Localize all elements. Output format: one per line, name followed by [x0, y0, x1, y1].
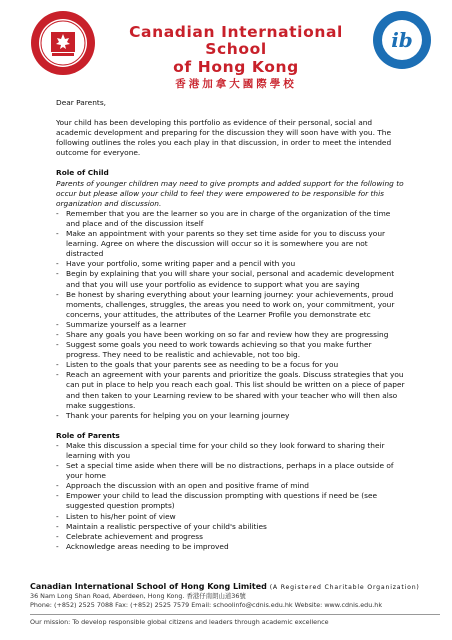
- list-item: - Listen to the goals that your parents see as needing to be a focus for you: [56, 360, 406, 370]
- school-crest-icon: [30, 10, 96, 76]
- list-item: - Suggest some goals you need to work towards achieving so that you make further progress. They need to be realistic and achievable, not too big.: [56, 340, 406, 360]
- school-name-line2: of Hong Kong: [173, 58, 299, 76]
- school-name-line1: Canadian International School: [129, 23, 343, 58]
- role-of-child-note: Parents of younger children may need to give prompts and added support for the following to occur but please allow your child to feel they were empowered to be responsible for this organization and discussion.: [56, 178, 404, 208]
- mission-statement: Our mission: To develop responsible global citizens and leaders through academic excellence: [30, 618, 329, 626]
- footer-org-line: [30, 582, 440, 592]
- footer-divider: [30, 614, 440, 615]
- letter-body: [56, 98, 406, 552]
- footer: [30, 582, 440, 627]
- footer-address: 36 Nam Long Shan Road, Aberdeen, Hong Kong. 香港仔南朗山道36號: [30, 592, 246, 600]
- list-item: - Listen to his/her point of view: [56, 512, 406, 522]
- list-item: - Acknowledge areas needing to be improved: [56, 542, 406, 552]
- list-item: - Maintain a realistic perspective of your child's abilities: [56, 522, 406, 532]
- list-item: - Remember that you are the learner so you are in charge of the organization of the time and place and of the discussion itself: [56, 209, 406, 229]
- salutation: Dear Parents,: [56, 98, 107, 107]
- letterhead: [0, 0, 452, 90]
- role-of-child-heading: Role of Child: [56, 168, 109, 178]
- footer-contact: Phone: (+852) 2525 7088 Fax: (+852) 2525 7579 Email: schoolinfo@cdnis.edu.hk Website: www.cdnis.edu.hk: [30, 601, 383, 609]
- child-role-list: [56, 209, 406, 421]
- role-of-parents-heading: Role of Parents: [56, 430, 120, 440]
- org-name: Canadian International School of Hong Kong Limited: [30, 582, 267, 591]
- list-item: - Make an appointment with your parents so they set time aside for you to discuss your learning. Agree on where the discussion will occur so it is somewhere you are not distracted: [56, 229, 406, 259]
- list-item: - Share any goals you have been working on so far and review how they are progressing: [56, 330, 406, 340]
- school-name: [103, 24, 369, 92]
- list-item: - Thank your parents for helping you on your learning journey: [56, 411, 406, 421]
- ib-world-school-logo-icon: [372, 10, 432, 70]
- list-item: - Empower your child to lead the discussion prompting with questions if need be (see suggested question prompts): [56, 491, 406, 511]
- list-item: - Celebrate achievement and progress: [56, 532, 406, 542]
- school-name-chinese: 香港加拿大國際學校: [175, 78, 297, 90]
- list-item: - Approach the discussion with an open and positive frame of mind: [56, 481, 406, 491]
- intro-paragraph: Your child has been developing this portfolio as evidence of their personal, social and academic development and preparing for the discussion they will soon have with you. The following outlines the roles you each play in that discussion, in order to meet the intended outcome for everyone.: [56, 118, 392, 158]
- list-item: - Begin by explaining that you will share your social, personal and academic development and that you will use your portfolio as evidence to support what you are saying: [56, 269, 406, 289]
- list-item: - Set a special time aside when there will be no distractions, perhaps in a place outside of your home: [56, 461, 406, 481]
- parents-role-list: [56, 441, 406, 552]
- list-item: - Be honest by sharing everything about your learning journey: your achievements, proud moments, challenges, struggles, the areas you need to work on, your commitment, your concerns, your attitudes, the attributes of the Learner Profile you demonstrate etc: [56, 290, 406, 320]
- list-item: - Have your portfolio, some writing paper and a pencil with you: [56, 259, 406, 269]
- list-item: - Summarize yourself as a learner: [56, 320, 406, 330]
- svg-text:ib: ib: [391, 28, 413, 52]
- list-item: - Reach an agreement with your parents and prioritize the goals. Discuss strategies that you can put in place to help you reach each goal. This list should be written on a piece of paper and then taken to your Learning review to be shared with your teacher who will then also make suggestions.: [56, 370, 406, 410]
- list-item: - Make this discussion a special time for your child so they look forward to sharing their learning with you: [56, 441, 406, 461]
- org-registration: (A Registered Charitable Organization): [269, 584, 420, 591]
